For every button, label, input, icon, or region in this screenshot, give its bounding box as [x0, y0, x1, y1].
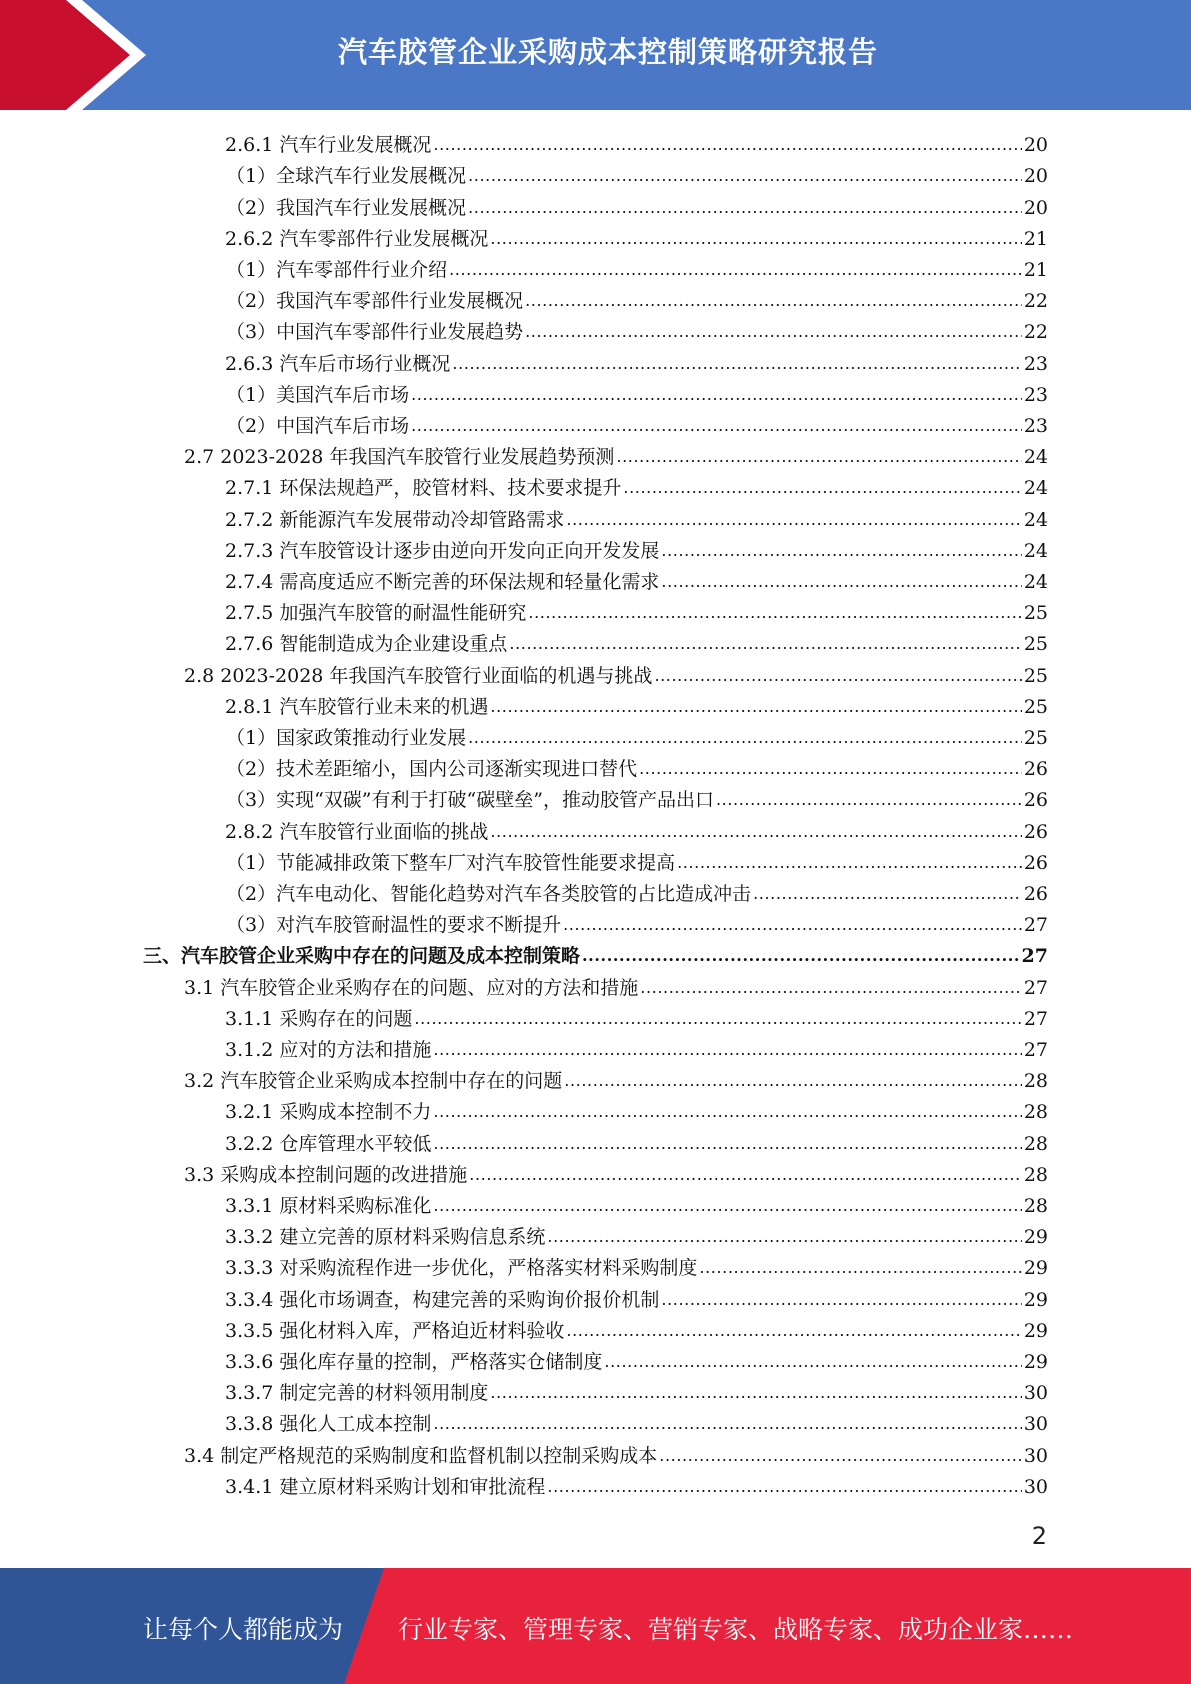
toc-entry-page: 24 [1023, 508, 1048, 531]
toc-leader-dots [468, 163, 1022, 189]
header-title: 汽车胶管企业采购成本控制策略研究报告 [337, 35, 878, 69]
toc-entry-page: 30 [1023, 1413, 1048, 1436]
toc-entry-page: 20 [1023, 196, 1048, 219]
toc-leader-dots [411, 382, 1022, 408]
toc-leader-dots [661, 538, 1021, 564]
toc-entry-page: 20 [1023, 134, 1048, 157]
toc-entry[interactable] [225, 1281, 1048, 1312]
toc-entry[interactable] [226, 720, 1048, 751]
toc-entry-page: 24 [1023, 570, 1048, 593]
toc-entry[interactable] [226, 158, 1048, 189]
toc-entry-label: （2）中国汽车后市场 [226, 414, 410, 437]
toc-entry-page: 21 [1023, 227, 1048, 250]
toc-leader-dots [566, 507, 1021, 533]
toc-entry-label: 2.6.2 汽车零部件行业发展概况 [225, 227, 489, 250]
toc-entry-label: 2.7.6 智能制造成为企业建设重点 [225, 633, 508, 656]
toc-entry-page: 25 [1023, 602, 1048, 625]
toc-entry[interactable] [225, 1219, 1048, 1250]
toc-entry-label: 3.3.6 强化库存量的控制，严格落实仓储制度 [225, 1350, 603, 1373]
toc-entry-page: 25 [1023, 726, 1048, 749]
toc-entry-page: 22 [1023, 290, 1048, 313]
toc-leader-dots [654, 663, 1021, 689]
toc-entry-label: 三、汽车胶管企业采购中存在的问题及成本控制策略 [143, 945, 581, 968]
toc-entry[interactable] [225, 689, 1048, 720]
toc-entry-label: 2.7.5 加强汽车胶管的耐温性能研究 [225, 602, 527, 625]
footer-slogan-left: 让每个人都能成为 [143, 1615, 344, 1644]
toc-leader-dots [490, 819, 1021, 845]
toc-entry-page: 21 [1023, 258, 1048, 281]
toc-entry[interactable] [225, 1250, 1048, 1281]
toc-entry[interactable] [225, 813, 1048, 844]
toc-entry[interactable] [226, 377, 1048, 408]
toc-entry-label: 3.4 制定严格规范的采购制度和监督机制以控制采购成本 [184, 1444, 658, 1467]
toc-entry-label: 3.2 汽车胶管企业采购成本控制中存在的问题 [184, 1070, 563, 1093]
toc-entry-page: 20 [1023, 165, 1048, 188]
toc-entry-label: 3.1 汽车胶管企业采购存在的问题、应对的方法和措施 [184, 976, 639, 999]
toc-leader-dots [525, 319, 1022, 345]
toc-entry-page: 27 [1021, 945, 1048, 968]
toc-entry-label: 3.3.5 强化材料入库，严格迫近材料验收 [225, 1319, 565, 1342]
toc-entry[interactable] [184, 1157, 1048, 1188]
toc-leader-dots [452, 351, 1021, 377]
toc-entry-page: 24 [1023, 477, 1048, 500]
footer-slogan-right: 行业专家、管理专家、营销专家、战略专家、成功企业家…… [398, 1615, 1074, 1644]
toc-entry-label: 2.6.1 汽车行业发展概况 [225, 134, 432, 157]
toc-entry-page: 27 [1023, 976, 1048, 999]
toc-leader-dots [623, 475, 1021, 501]
toc-entry[interactable] [226, 314, 1048, 345]
toc-entry[interactable] [225, 1313, 1048, 1344]
toc-entry-label: 3.3.2 建立完善的原材料采购信息系统 [225, 1226, 546, 1249]
toc-entry-label: 2.7.4 需高度适应不断完善的环保法规和轻量化需求 [225, 570, 660, 593]
toc-entry-label: 2.7.3 汽车胶管设计逐步由逆向开发向正向开发发展 [225, 539, 660, 562]
toc-entry-page: 30 [1023, 1382, 1048, 1405]
toc-entry[interactable] [184, 657, 1048, 688]
toc-leader-dots [616, 444, 1021, 470]
toc-entry-label: （2）汽车电动化、智能化趋势对汽车各类胶管的占比造成冲击 [226, 882, 752, 905]
toc-entry-label: （3）对汽车胶管耐温性的要求不断提升 [226, 914, 562, 937]
toc-entry[interactable] [226, 907, 1048, 938]
toc-entry[interactable] [226, 408, 1048, 439]
toc-entry[interactable] [225, 1125, 1048, 1156]
toc-entry[interactable] [226, 283, 1048, 314]
toc-entry[interactable] [225, 595, 1048, 626]
toc-entry[interactable] [225, 533, 1048, 564]
toc-entry-page: 28 [1023, 1163, 1048, 1186]
toc-entry-label: （1）国家政策推动行业发展 [226, 726, 467, 749]
toc-entry-label: （2）我国汽车行业发展概况 [226, 196, 467, 219]
toc-entry-page: 26 [1023, 820, 1048, 843]
toc-entry[interactable] [225, 221, 1048, 252]
toc-leader-dots [433, 132, 1021, 158]
toc-entry-label: 2.8.2 汽车胶管行业面临的挑战 [225, 820, 489, 843]
toc-leader-dots [582, 943, 1020, 969]
toc-leader-dots [640, 975, 1022, 1001]
toc-leader-dots [525, 288, 1022, 314]
toc-leader-dots [433, 1099, 1021, 1125]
toc-leader-dots [468, 195, 1022, 221]
toc-entry-label: 2.7 2023-2028 年我国汽车胶管行业发展趋势预测 [184, 446, 615, 469]
toc-entry-page: 27 [1023, 1038, 1048, 1061]
toc-entry-label: （1）节能减排政策下整车厂对汽车胶管性能要求提高 [226, 851, 676, 874]
toc-entry-page: 29 [1023, 1350, 1048, 1373]
toc-entry[interactable] [225, 1188, 1048, 1219]
toc-leader-dots [411, 413, 1022, 439]
toc-leader-dots [547, 1474, 1021, 1500]
toc-entry-label: 3.3.3 对采购流程作进一步优化，严格落实材料采购制度 [225, 1257, 698, 1280]
toc-entry-page: 28 [1023, 1070, 1048, 1093]
toc-entry[interactable] [225, 345, 1048, 376]
toc-leader-dots [490, 694, 1021, 720]
toc-entry-label: （1）美国汽车后市场 [226, 383, 410, 406]
toc-entry[interactable] [225, 1032, 1048, 1063]
toc-leader-dots [468, 725, 1022, 751]
toc-entry-page: 27 [1023, 914, 1048, 937]
toc-entry[interactable] [225, 1375, 1048, 1406]
toc-entry[interactable] [184, 969, 1048, 1000]
page-number: 2 [1031, 1522, 1047, 1550]
toc-entry[interactable] [225, 1094, 1048, 1125]
toc-entry[interactable] [225, 127, 1048, 158]
toc-entry-page: 25 [1023, 695, 1048, 718]
toc-entry-page: 25 [1023, 664, 1048, 687]
page-header [0, 0, 1191, 110]
toc-leader-dots [433, 1131, 1021, 1157]
toc-entry-label: 3.1.2 应对的方法和措施 [225, 1038, 432, 1061]
toc-entry-label: 3.3.4 强化市场调查，构建完善的采购询价报价机制 [225, 1288, 660, 1311]
toc-leader-dots [716, 787, 1022, 813]
toc-entry-label: （1）汽车零部件行业介绍 [226, 258, 448, 281]
toc-entry[interactable] [184, 1437, 1048, 1468]
toc-leader-dots [509, 631, 1021, 657]
toc-entry[interactable] [226, 189, 1048, 220]
toc-entry[interactable] [225, 626, 1048, 657]
toc-entry-label: 2.6.3 汽车后市场行业概况 [225, 352, 451, 375]
toc-entry-label: 2.8.1 汽车胶管行业未来的机遇 [225, 695, 489, 718]
toc-entry-label: 3.3.8 强化人工成本控制 [225, 1413, 432, 1436]
toc-leader-dots [469, 1162, 1022, 1188]
toc-leader-dots [433, 1411, 1021, 1437]
toc-entry-page: 29 [1023, 1257, 1048, 1280]
toc-leader-dots [547, 1224, 1021, 1250]
toc-entry-label: 3.1.1 采购存在的问题 [225, 1007, 413, 1030]
toc-leader-dots [490, 1380, 1021, 1406]
toc-entry-label: 3.3.7 制定完善的材料领用制度 [225, 1382, 489, 1405]
toc-leader-dots [433, 1193, 1021, 1219]
toc-entry[interactable] [143, 938, 1048, 969]
toc-entry[interactable] [225, 1469, 1048, 1500]
toc-leader-dots [563, 912, 1022, 938]
toc-entry-page: 28 [1023, 1194, 1048, 1217]
toc-entry-page: 23 [1023, 383, 1048, 406]
toc-leader-dots [659, 1443, 1022, 1469]
toc-entry-page: 24 [1023, 446, 1048, 469]
toc-leader-dots [639, 756, 1022, 782]
toc-leader-dots [677, 850, 1022, 876]
toc-entry[interactable] [225, 501, 1048, 532]
toc-leader-dots [661, 1287, 1021, 1313]
toc-leader-dots [566, 1318, 1021, 1344]
toc-entry-page: 25 [1023, 633, 1048, 656]
toc-entry-page: 28 [1023, 1132, 1048, 1155]
page-footer [0, 1568, 1191, 1684]
toc-entry-label: （3）中国汽车零部件行业发展趋势 [226, 321, 524, 344]
toc-entry-label: 3.3.1 原材料采购标准化 [225, 1194, 432, 1217]
toc-entry[interactable] [184, 1063, 1048, 1094]
toc-entry[interactable] [225, 470, 1048, 501]
toc-leader-dots [449, 257, 1022, 283]
toc-entry-page: 23 [1023, 352, 1048, 375]
toc-entry-label: 3.2.1 采购成本控制不力 [225, 1101, 432, 1124]
toc-entry-page: 30 [1023, 1475, 1048, 1498]
toc-entry-label: （2）技术差距缩小，国内公司逐渐实现进口替代 [226, 758, 638, 781]
toc-entry[interactable] [226, 876, 1048, 907]
toc-entry-page: 24 [1023, 539, 1048, 562]
toc-leader-dots [661, 569, 1021, 595]
toc-entry-page: 23 [1023, 414, 1048, 437]
toc-entry-label: 2.8 2023-2028 年我国汽车胶管行业面临的机遇与挑战 [184, 664, 653, 687]
toc-entry-page: 30 [1023, 1444, 1048, 1467]
toc-entry-label: （2）我国汽车零部件行业发展概况 [226, 290, 524, 313]
toc-entry[interactable] [226, 782, 1048, 813]
toc-entry-page: 22 [1023, 321, 1048, 344]
toc-entry-page: 28 [1023, 1101, 1048, 1124]
toc-entry[interactable] [226, 845, 1048, 876]
toc-leader-dots [699, 1255, 1021, 1281]
toc-leader-dots [753, 881, 1022, 907]
toc-entry-label: （3）实现“双碳”有利于打破“碳壁垒”，推动胶管产品出口 [226, 789, 714, 812]
toc-leader-dots [604, 1349, 1021, 1375]
toc-entry-page: 26 [1023, 851, 1048, 874]
toc-entry-label: （1）全球汽车行业发展概况 [226, 165, 467, 188]
toc-entry[interactable] [225, 564, 1048, 595]
toc-entry-label: 2.7.2 新能源汽车发展带动冷却管路需求 [225, 508, 565, 531]
toc-entry[interactable] [226, 751, 1048, 782]
toc-entry-label: 3.4.1 建立原材料采购计划和审批流程 [225, 1475, 546, 1498]
toc-entry[interactable] [225, 1344, 1048, 1375]
toc-entry[interactable] [225, 1001, 1048, 1032]
toc-entry-label: 2.7.1 环保法规趋严，胶管材料、技术要求提升 [225, 477, 622, 500]
toc-entry-page: 29 [1023, 1319, 1048, 1342]
toc-leader-dots [564, 1068, 1022, 1094]
toc-entry-page: 26 [1023, 758, 1048, 781]
toc-leader-dots [414, 1006, 1021, 1032]
toc-entry[interactable] [184, 439, 1048, 470]
toc-leader-dots [490, 226, 1021, 252]
toc-leader-dots [528, 600, 1021, 626]
toc-entry-page: 26 [1023, 789, 1048, 812]
toc-entry-page: 27 [1023, 1007, 1048, 1030]
toc-entry-label: 3.3 采购成本控制问题的改进措施 [184, 1163, 468, 1186]
toc-entry-label: 3.2.2 仓库管理水平较低 [225, 1132, 432, 1155]
toc-entry-page: 26 [1023, 882, 1048, 905]
toc-entry-page: 29 [1023, 1226, 1048, 1249]
toc-leader-dots [433, 1037, 1021, 1063]
toc-entry[interactable] [225, 1406, 1048, 1437]
toc-entry-page: 29 [1023, 1288, 1048, 1311]
toc-entry[interactable] [226, 252, 1048, 283]
